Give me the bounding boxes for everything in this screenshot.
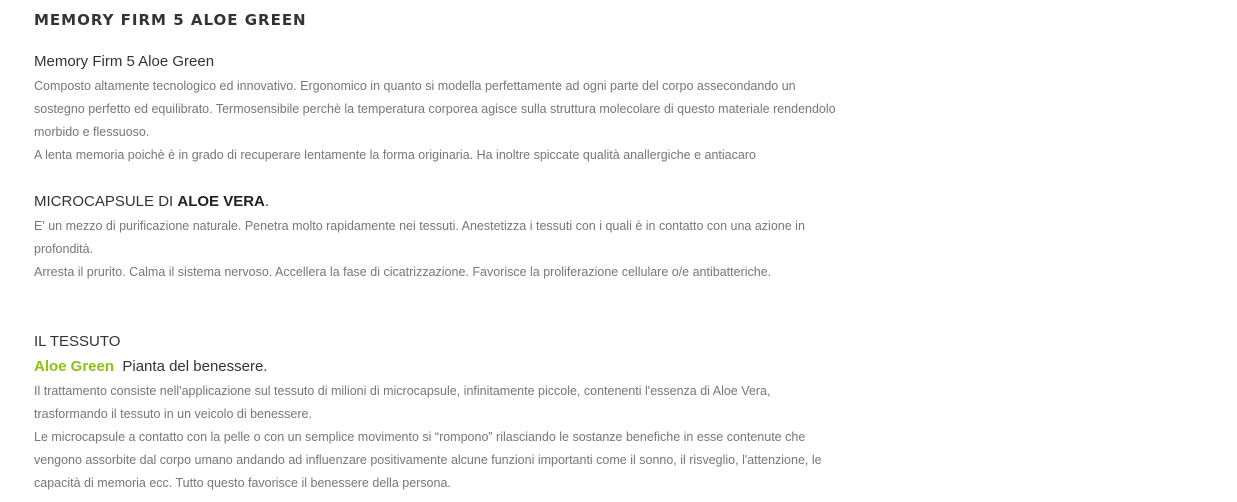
section3-body [34,380,904,495]
section1-line: morbido e flessuoso. [34,125,150,139]
section3-line: vengono assorbite dal corpo umano andando ad influenzare positivamente alcune funzioni importanti come il sonno, il risveglio, l'attenzione, le [34,453,822,467]
section2-heading-bold: ALOE VERA [177,193,265,210]
section1-body [34,75,904,167]
section2-heading-prefix: MICROCAPSULE DI [34,193,178,210]
section2-body [34,215,904,284]
section1-heading: Memory Firm 5 Aloe Green [34,53,215,70]
section2-heading-suffix: . [264,193,270,210]
section2-heading [34,193,269,210]
product-title: MEMORY FIRM 5 ALOE GREEN [34,11,307,29]
section3-line: Le microcapsule a contatto con la pelle o con un semplice movimento si “rompono” rilasciando le sostanze benefiche in esse contenute che [34,430,806,444]
brand-name: Aloe Green [34,358,115,375]
section3-tagline-row [34,358,267,375]
section3-line: Il trattamento consiste nell'applicazione sul tessuto di milioni di microcapsule, infinitamente piccole, contenenti l'essenza di Aloe Vera, [34,384,771,398]
tagline: Pianta del benessere. [122,358,268,375]
section2-line: profondità. [34,242,94,256]
section3-line: trasformando il tessuto in un veicolo di benessere. [34,407,312,421]
section1-line: Composto altamente tecnologico ed innovativo. Ergonomico in quanto si modella perfettamente ad ogni parte del corpo assecondando un [34,79,796,93]
section1-line: sostegno perfetto ed equilibrato. Termosensibile perchè la temperatura corporea agisce sulla struttura molecolare di questo materiale rendendolo [34,102,836,116]
section3-heading: IL TESSUTO [34,333,121,350]
section2-line: E' un mezzo di purificazione naturale. Penetra molto rapidamente nei tessuti. Anestetizza i tessuti con i quali è in contatto con una azione in [34,219,805,233]
section1-line: A lenta memoria poichè è in grado di recuperare lentamente la forma originaria. Ha inoltre spiccate qualità anallergiche e antiacaro [34,148,756,162]
section2-line: Arresta il prurito. Calma il sistema nervoso. Accellera la fase di cicatrizzazione. Favorisce la proliferazione cellulare o/e antibatteriche. [34,265,772,279]
section3-line: capacità di memoria ecc. Tutto questo favorisce il benessere della persona. [34,476,451,490]
